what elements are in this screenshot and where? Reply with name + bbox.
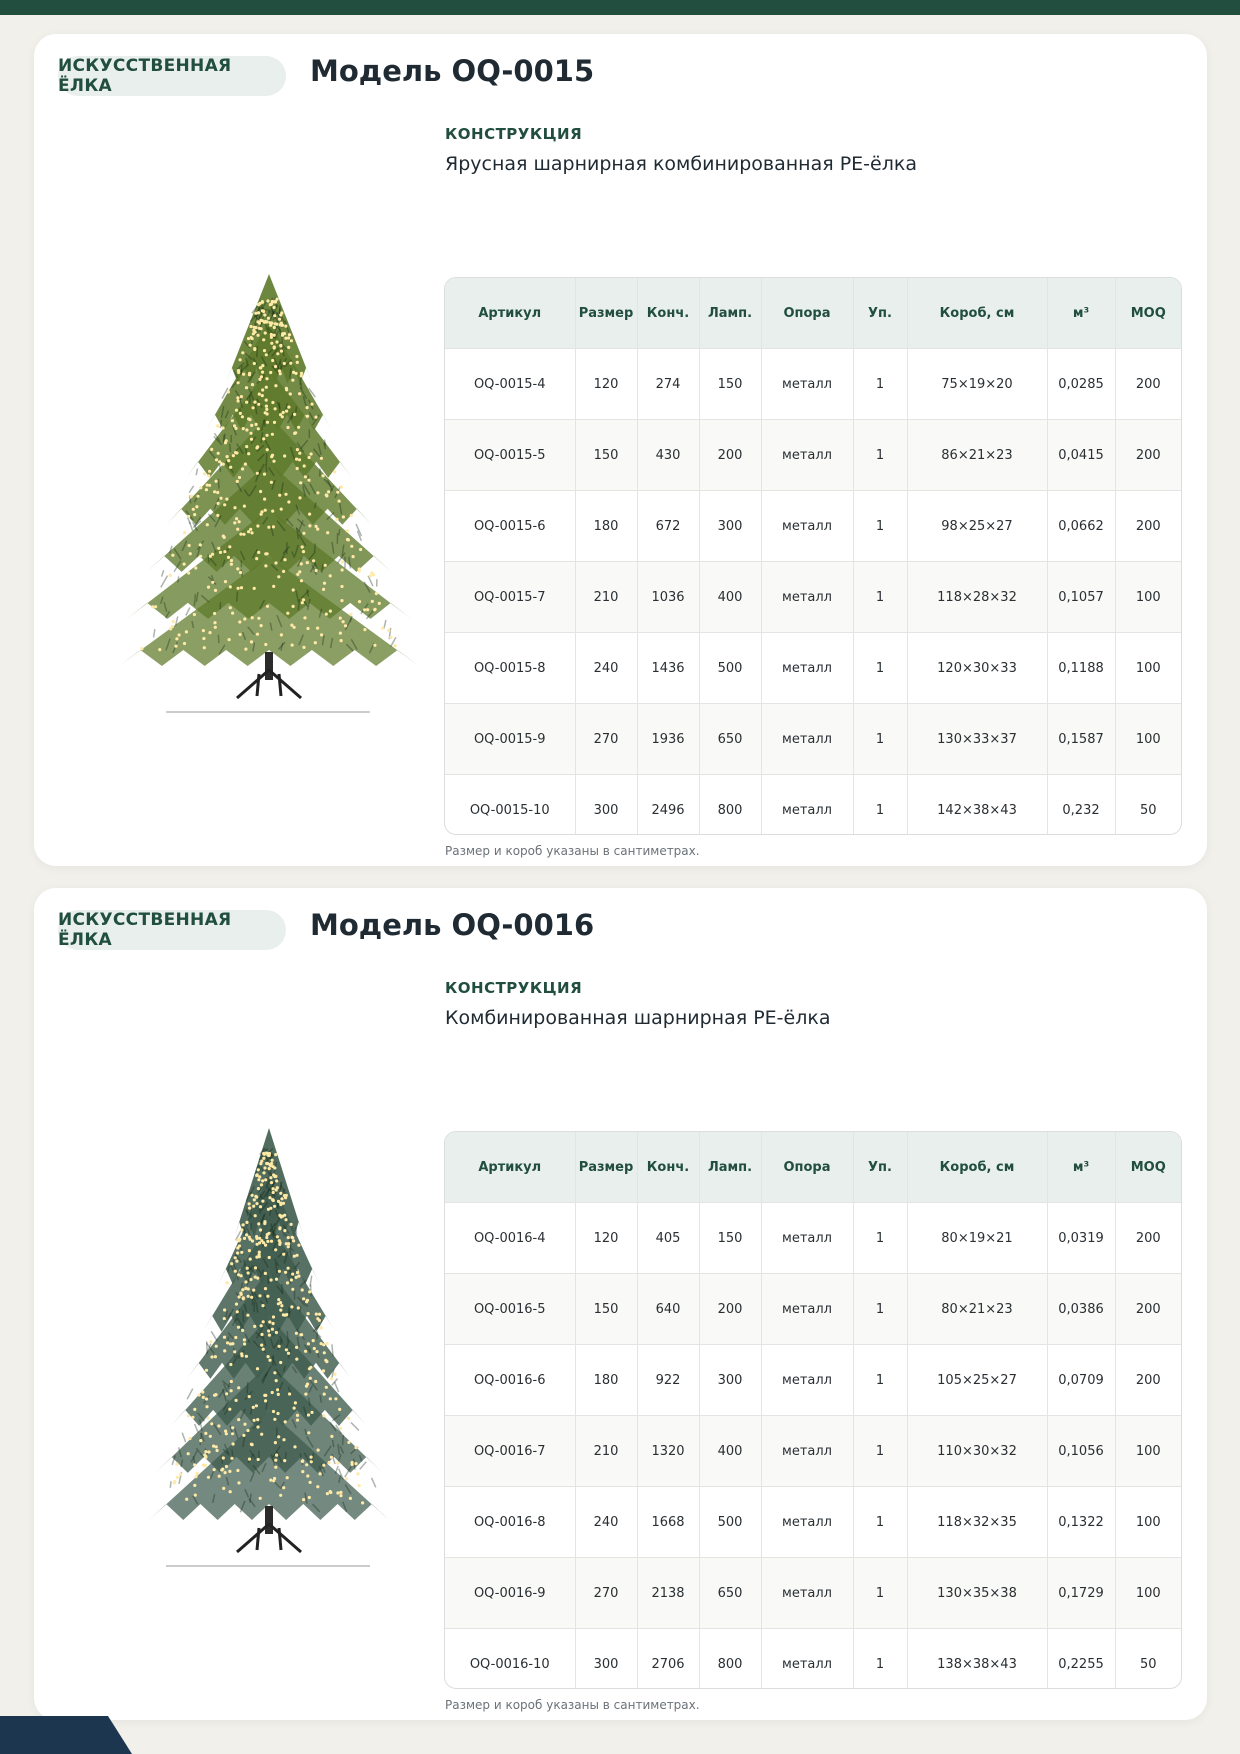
- col-header-article: Артикул: [445, 1132, 575, 1203]
- table-cell: 118×28×32: [907, 562, 1047, 633]
- table-cell: 300: [575, 1629, 637, 1690]
- product-card-oq-0016: [34, 888, 1207, 1720]
- table-cell: металл: [761, 420, 853, 491]
- table-row: [445, 775, 1181, 836]
- model-title: Модель OQ-0015: [310, 54, 595, 88]
- table-cell: 0,1729: [1047, 1558, 1115, 1629]
- col-header-stand: Опора: [761, 1132, 853, 1203]
- table-cell: 138×38×43: [907, 1629, 1047, 1690]
- table-cell: 180: [575, 1345, 637, 1416]
- table-row: [445, 704, 1181, 775]
- table-cell: 150: [575, 420, 637, 491]
- table-cell: 200: [1115, 1274, 1181, 1345]
- table-row: [445, 1629, 1181, 1690]
- corner-decoration: [0, 1716, 132, 1754]
- table-cell: 300: [699, 491, 761, 562]
- table-cell: OQ-0015-8: [445, 633, 575, 704]
- col-header-size: Размер: [575, 278, 637, 349]
- col-header-stand: Опора: [761, 278, 853, 349]
- table-cell: 240: [575, 633, 637, 704]
- table-cell: металл: [761, 562, 853, 633]
- construction-label: КОНСТРУКЦИЯ: [445, 125, 583, 143]
- table-row: [445, 349, 1181, 420]
- table-cell: 430: [637, 420, 699, 491]
- table-cell: 1: [853, 633, 907, 704]
- table-cell: 0,0319: [1047, 1203, 1115, 1274]
- table-cell: 180: [575, 491, 637, 562]
- table-cell: металл: [761, 775, 853, 836]
- table-cell: 1: [853, 1416, 907, 1487]
- table-cell: металл: [761, 1203, 853, 1274]
- spec-table: [444, 277, 1182, 835]
- table-cell: 922: [637, 1345, 699, 1416]
- table-cell: OQ-0016-7: [445, 1416, 575, 1487]
- col-header-box: Короб, см: [907, 278, 1047, 349]
- table-cell: 1: [853, 1203, 907, 1274]
- product-card-oq-0015: [34, 34, 1207, 866]
- table-cell: 1320: [637, 1416, 699, 1487]
- table-cell: 100: [1115, 1416, 1181, 1487]
- table-cell: 75×19×20: [907, 349, 1047, 420]
- table-cell: 142×38×43: [907, 775, 1047, 836]
- table-cell: металл: [761, 349, 853, 420]
- col-header-box: Короб, см: [907, 1132, 1047, 1203]
- table-row: [445, 633, 1181, 704]
- table-cell: металл: [761, 1487, 853, 1558]
- table-cell: OQ-0015-6: [445, 491, 575, 562]
- table-cell: 150: [575, 1274, 637, 1345]
- table-cell: 200: [699, 420, 761, 491]
- table-cell: 200: [1115, 1345, 1181, 1416]
- table-row: [445, 1274, 1181, 1345]
- table-cell: 1668: [637, 1487, 699, 1558]
- table-cell: 274: [637, 349, 699, 420]
- table-cell: металл: [761, 633, 853, 704]
- col-header-pack: Уп.: [853, 278, 907, 349]
- table-cell: металл: [761, 491, 853, 562]
- table-cell: 200: [1115, 491, 1181, 562]
- col-header-tips: Конч.: [637, 1132, 699, 1203]
- table-cell: 0,0415: [1047, 420, 1115, 491]
- table-cell: OQ-0015-5: [445, 420, 575, 491]
- table-cell: 200: [1115, 349, 1181, 420]
- table-cell: 1: [853, 704, 907, 775]
- category-badge: ИСКУССТВЕННАЯ ЁЛКА: [58, 56, 286, 96]
- table-cell: 200: [699, 1274, 761, 1345]
- col-header-tips: Конч.: [637, 278, 699, 349]
- table-cell: 130×35×38: [907, 1558, 1047, 1629]
- col-header-lamps: Ламп.: [699, 278, 761, 349]
- table-cell: 200: [1115, 420, 1181, 491]
- table-cell: 105×25×27: [907, 1345, 1047, 1416]
- table-cell: 80×21×23: [907, 1274, 1047, 1345]
- table-cell: 0,1188: [1047, 633, 1115, 704]
- table-cell: металл: [761, 1416, 853, 1487]
- table-cell: 150: [699, 1203, 761, 1274]
- table-cell: 650: [699, 1558, 761, 1629]
- table-cell: 120×30×33: [907, 633, 1047, 704]
- table-cell: 800: [699, 1629, 761, 1690]
- christmas-tree-icon: [74, 260, 464, 736]
- table-row: [445, 1558, 1181, 1629]
- table-cell: 200: [1115, 1203, 1181, 1274]
- table-cell: 1: [853, 1629, 907, 1690]
- table-cell: 80×19×21: [907, 1203, 1047, 1274]
- table-cell: 130×33×37: [907, 704, 1047, 775]
- col-header-size: Размер: [575, 1132, 637, 1203]
- table-cell: 0,0285: [1047, 349, 1115, 420]
- table-cell: OQ-0015-4: [445, 349, 575, 420]
- table-cell: 50: [1115, 775, 1181, 836]
- table-row: [445, 1416, 1181, 1487]
- table-cell: 2138: [637, 1558, 699, 1629]
- table-cell: 100: [1115, 562, 1181, 633]
- table-cell: 0,0662: [1047, 491, 1115, 562]
- table-cell: 0,232: [1047, 775, 1115, 836]
- product-image: [74, 260, 464, 736]
- table-cell: 100: [1115, 1487, 1181, 1558]
- table-cell: 650: [699, 704, 761, 775]
- table-header-row: [445, 1132, 1181, 1203]
- table-footnote: Размер и короб указаны в сантиметрах.: [445, 844, 700, 858]
- table-cell: 0,1057: [1047, 562, 1115, 633]
- table-cell: 1: [853, 775, 907, 836]
- table-cell: 100: [1115, 1558, 1181, 1629]
- col-header-pack: Уп.: [853, 1132, 907, 1203]
- table-cell: 1036: [637, 562, 699, 633]
- table-row: [445, 420, 1181, 491]
- table-cell: 0,2255: [1047, 1629, 1115, 1690]
- model-title: Модель OQ-0016: [310, 908, 595, 942]
- table-cell: металл: [761, 1558, 853, 1629]
- table-row: [445, 491, 1181, 562]
- table-cell: 210: [575, 1416, 637, 1487]
- table-cell: 2496: [637, 775, 699, 836]
- construction-label: КОНСТРУКЦИЯ: [445, 979, 583, 997]
- table-cell: 150: [699, 349, 761, 420]
- table-cell: OQ-0016-4: [445, 1203, 575, 1274]
- col-header-lamps: Ламп.: [699, 1132, 761, 1203]
- table-cell: 1: [853, 1345, 907, 1416]
- table-cell: 1: [853, 1558, 907, 1629]
- table-cell: 120: [575, 1203, 637, 1274]
- table-cell: металл: [761, 1345, 853, 1416]
- table-cell: 800: [699, 775, 761, 836]
- table-cell: 270: [575, 1558, 637, 1629]
- table-cell: 300: [575, 775, 637, 836]
- christmas-tree-icon: [74, 1114, 464, 1590]
- table-cell: 0,0709: [1047, 1345, 1115, 1416]
- table-cell: 50: [1115, 1629, 1181, 1690]
- product-image: [74, 1114, 464, 1590]
- table-cell: 110×30×32: [907, 1416, 1047, 1487]
- table-cell: 500: [699, 1487, 761, 1558]
- table-cell: OQ-0016-8: [445, 1487, 575, 1558]
- table-cell: OQ-0015-10: [445, 775, 575, 836]
- table-cell: 672: [637, 491, 699, 562]
- table-cell: OQ-0016-6: [445, 1345, 575, 1416]
- table-cell: 100: [1115, 633, 1181, 704]
- table-cell: 1936: [637, 704, 699, 775]
- table-cell: OQ-0016-10: [445, 1629, 575, 1690]
- table-row: [445, 562, 1181, 633]
- table-header-row: [445, 278, 1181, 349]
- table-cell: 100: [1115, 704, 1181, 775]
- table-cell: 210: [575, 562, 637, 633]
- table-cell: 270: [575, 704, 637, 775]
- top-accent-bar: [0, 0, 1240, 15]
- construction-value: Ярусная шарнирная комбинированная PE-ёлка: [445, 153, 917, 175]
- table-row: [445, 1345, 1181, 1416]
- table-cell: 86×21×23: [907, 420, 1047, 491]
- table-cell: 118×32×35: [907, 1487, 1047, 1558]
- table-footnote: Размер и короб указаны в сантиметрах.: [445, 1698, 700, 1712]
- table-cell: 0,1587: [1047, 704, 1115, 775]
- table-cell: 1436: [637, 633, 699, 704]
- table-cell: OQ-0016-5: [445, 1274, 575, 1345]
- col-header-volume: м³: [1047, 278, 1115, 349]
- table-row: [445, 1203, 1181, 1274]
- table-cell: OQ-0016-9: [445, 1558, 575, 1629]
- col-header-article: Артикул: [445, 278, 575, 349]
- col-header-moq: MOQ: [1115, 1132, 1181, 1203]
- table-cell: 400: [699, 1416, 761, 1487]
- table-cell: 240: [575, 1487, 637, 1558]
- table-cell: металл: [761, 1274, 853, 1345]
- construction-value: Комбинированная шарнирная PE-ёлка: [445, 1007, 831, 1029]
- spec-table: [444, 1131, 1182, 1689]
- table-cell: 1: [853, 1274, 907, 1345]
- category-badge: ИСКУССТВЕННАЯ ЁЛКА: [58, 910, 286, 950]
- table-cell: металл: [761, 704, 853, 775]
- table-cell: 1: [853, 1487, 907, 1558]
- table-cell: 1: [853, 420, 907, 491]
- table-cell: 2706: [637, 1629, 699, 1690]
- table-cell: OQ-0015-9: [445, 704, 575, 775]
- table-row: [445, 1487, 1181, 1558]
- table-cell: 0,0386: [1047, 1274, 1115, 1345]
- table-cell: 120: [575, 349, 637, 420]
- table-cell: 405: [637, 1203, 699, 1274]
- table-cell: 640: [637, 1274, 699, 1345]
- col-header-volume: м³: [1047, 1132, 1115, 1203]
- table-cell: 0,1322: [1047, 1487, 1115, 1558]
- table-cell: 500: [699, 633, 761, 704]
- table-cell: 98×25×27: [907, 491, 1047, 562]
- table-cell: 300: [699, 1345, 761, 1416]
- col-header-moq: MOQ: [1115, 278, 1181, 349]
- table-cell: металл: [761, 1629, 853, 1690]
- table-cell: 1: [853, 349, 907, 420]
- table-cell: 1: [853, 491, 907, 562]
- table-cell: 400: [699, 562, 761, 633]
- table-cell: 1: [853, 562, 907, 633]
- table-cell: 0,1056: [1047, 1416, 1115, 1487]
- table-cell: OQ-0015-7: [445, 562, 575, 633]
